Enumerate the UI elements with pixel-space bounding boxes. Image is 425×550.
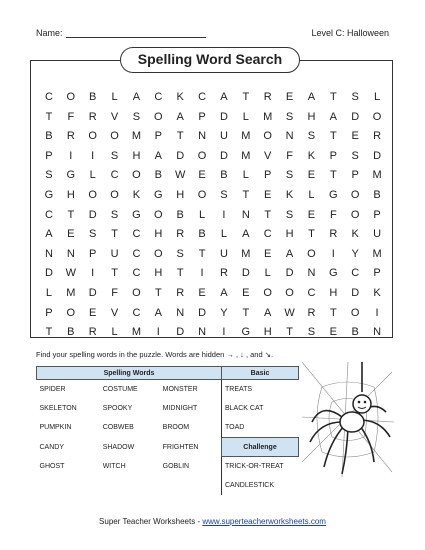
word-item: SHADOW: [102, 443, 135, 451]
grid-letter[interactable]: C: [132, 306, 141, 319]
grid-letter[interactable]: A: [154, 306, 162, 319]
grid-row: [38, 264, 388, 284]
page-title: Spelling Word Search: [120, 47, 300, 73]
footer-link[interactable]: www.superteacherworksheets.com: [202, 517, 326, 526]
grid-letter[interactable]: O: [110, 130, 119, 143]
word-item: TOAD: [222, 418, 299, 438]
grid-letter[interactable]: N: [198, 326, 207, 339]
grid-letter[interactable]: U: [219, 130, 228, 143]
grid-letter[interactable]: H: [285, 228, 294, 241]
grid-letter[interactable]: P: [89, 247, 97, 260]
word-item: BLACK CAT: [222, 399, 299, 418]
grid-letter[interactable]: V: [264, 149, 272, 162]
grid-letter[interactable]: F: [67, 110, 75, 123]
word-item: PUMPKIN: [39, 424, 72, 432]
grid-letter[interactable]: D: [219, 149, 228, 162]
grid-letter[interactable]: G: [154, 188, 163, 201]
grid-letter[interactable]: E: [198, 169, 206, 182]
grid-letter[interactable]: T: [176, 267, 184, 280]
grid-letter[interactable]: R: [88, 326, 97, 339]
grid-letter[interactable]: T: [176, 130, 184, 143]
grid-letter[interactable]: M: [66, 286, 76, 299]
grid-letter[interactable]: I: [222, 326, 226, 339]
grid-letter[interactable]: G: [132, 208, 141, 221]
grid-letter[interactable]: O: [285, 286, 294, 299]
grid-letter[interactable]: C: [110, 169, 119, 182]
grid-letter[interactable]: D: [44, 267, 53, 280]
name-blank[interactable]: [66, 29, 206, 38]
grid-letter[interactable]: N: [307, 267, 316, 280]
grid-letter[interactable]: L: [45, 286, 52, 299]
grid-letter[interactable]: Y: [220, 306, 228, 319]
grid-letter[interactable]: C: [44, 208, 53, 221]
grid-letter[interactable]: U: [373, 228, 382, 241]
grid-letter[interactable]: O: [154, 247, 163, 260]
grid-letter[interactable]: O: [350, 188, 360, 201]
name-field[interactable]: [36, 28, 206, 38]
grid-letter[interactable]: T: [242, 188, 250, 201]
grid-letter[interactable]: D: [285, 267, 294, 280]
grid-letter[interactable]: P: [373, 267, 381, 280]
footer-text: Super Teacher Worksheets -: [99, 517, 203, 526]
grid-letter[interactable]: H: [154, 267, 163, 280]
grid-letter[interactable]: T: [264, 208, 272, 221]
grid-letter[interactable]: H: [263, 326, 272, 339]
grid-letter[interactable]: M: [263, 110, 273, 123]
grid-letter[interactable]: M: [131, 130, 142, 143]
grid-letter[interactable]: A: [132, 91, 141, 103]
grid-letter[interactable]: O: [307, 247, 316, 260]
challenge-header: Challenge: [222, 438, 299, 457]
grid-letter[interactable]: I: [200, 267, 204, 280]
grid-letter[interactable]: R: [329, 228, 338, 241]
grid-letter[interactable]: G: [329, 267, 338, 280]
grid-letter[interactable]: P: [45, 149, 53, 162]
grid-letter[interactable]: C: [132, 267, 141, 280]
grid-row: [38, 166, 388, 186]
word-item: COSTUME: [102, 386, 138, 393]
grid-letter[interactable]: O: [154, 208, 163, 221]
letter-grid: [38, 88, 388, 343]
grid-letter[interactable]: P: [264, 169, 272, 182]
grid-letter[interactable]: N: [66, 247, 75, 260]
grid-letter[interactable]: D: [88, 208, 97, 221]
grid-letter[interactable]: L: [220, 228, 227, 241]
grid-letter[interactable]: H: [329, 286, 338, 299]
grid-letter[interactable]: A: [242, 228, 250, 241]
grid-letter[interactable]: U: [110, 247, 119, 260]
name-label: Name:: [36, 28, 63, 38]
grid-row: [38, 245, 388, 265]
grid-letter[interactable]: G: [44, 188, 54, 201]
grid-letter[interactable]: R: [66, 130, 75, 143]
grid-letter[interactable]: P: [198, 110, 206, 123]
grid-letter[interactable]: E: [67, 228, 75, 241]
grid-letter[interactable]: N: [44, 247, 53, 260]
grid-letter[interactable]: M: [372, 169, 382, 182]
grid-row: [38, 304, 388, 324]
grid-letter[interactable]: B: [67, 326, 75, 339]
grid-letter[interactable]: B: [373, 188, 381, 201]
grid-letter[interactable]: M: [131, 326, 142, 339]
grid-letter[interactable]: R: [263, 91, 272, 103]
grid-letter[interactable]: N: [176, 306, 185, 319]
grid-letter[interactable]: S: [176, 247, 184, 260]
grid-letter[interactable]: B: [89, 91, 97, 103]
grid-letter[interactable]: C: [307, 286, 316, 299]
grid-letter[interactable]: O: [197, 188, 207, 201]
grid-letter[interactable]: W: [174, 169, 186, 182]
grid-letter[interactable]: E: [198, 286, 206, 299]
grid-letter[interactable]: I: [331, 247, 335, 260]
grid-letter[interactable]: D: [219, 110, 228, 123]
word-item: MONSTER: [162, 386, 198, 393]
grid-letter[interactable]: M: [241, 149, 251, 162]
grid-letter[interactable]: E: [307, 169, 316, 182]
grid-letter[interactable]: O: [263, 130, 272, 143]
grid-row: [38, 284, 388, 304]
grid-letter[interactable]: L: [242, 110, 249, 123]
word-item: WITCH: [102, 462, 126, 470]
word-item: SKELETON: [39, 405, 77, 412]
grid-letter[interactable]: T: [45, 326, 53, 339]
grid-letter[interactable]: R: [307, 306, 316, 319]
word-item: BROOM: [162, 424, 190, 432]
grid-letter[interactable]: T: [308, 228, 315, 241]
grid-letter[interactable]: U: [219, 247, 228, 260]
grid-letter[interactable]: F: [286, 149, 293, 162]
grid-letter[interactable]: H: [307, 110, 316, 123]
grid-letter[interactable]: S: [110, 208, 119, 221]
word-item: CANDLESTICK: [222, 476, 299, 495]
word-item: TREATS: [222, 380, 299, 400]
grid-letter[interactable]: S: [45, 169, 53, 182]
grid-letter[interactable]: R: [176, 286, 185, 299]
grid-letter[interactable]: C: [132, 228, 141, 241]
grid-letter[interactable]: N: [285, 130, 294, 143]
grid-letter[interactable]: N: [373, 326, 382, 339]
grid-letter[interactable]: T: [329, 306, 337, 319]
grid-letter[interactable]: O: [197, 149, 207, 162]
grid-letter[interactable]: C: [44, 91, 53, 103]
grid-letter[interactable]: N: [241, 208, 250, 221]
grid-letter[interactable]: R: [373, 130, 382, 143]
basic-header: Basic: [222, 367, 299, 380]
spider-icon: [302, 362, 394, 480]
word-item: GHOST: [39, 462, 65, 470]
grid-letter[interactable]: T: [242, 306, 250, 319]
grid-letter[interactable]: K: [373, 286, 381, 299]
grid-letter[interactable]: I: [156, 326, 160, 339]
grid-letter[interactable]: Y: [351, 247, 359, 260]
grid-letter[interactable]: S: [307, 130, 316, 143]
grid-letter[interactable]: L: [111, 91, 118, 103]
grid-letter[interactable]: B: [198, 228, 206, 241]
grid-letter[interactable]: W: [284, 306, 295, 319]
level-label: Level C: Halloween: [311, 28, 389, 38]
grid-letter[interactable]: M: [372, 247, 382, 260]
grid-letter[interactable]: C: [198, 91, 207, 103]
grid-letter[interactable]: D: [241, 267, 250, 280]
grid-letter[interactable]: O: [88, 130, 97, 143]
grid-letter[interactable]: R: [219, 267, 228, 280]
grid-letter[interactable]: O: [372, 110, 382, 123]
grid-letter[interactable]: G: [329, 188, 338, 201]
grid-letter[interactable]: K: [351, 228, 359, 241]
grid-letter[interactable]: T: [329, 169, 337, 182]
grid-letter[interactable]: M: [241, 130, 251, 143]
grid-letter[interactable]: P: [154, 130, 162, 143]
word-item: SPIDER: [39, 386, 66, 393]
instructions: Find your spelling words in the puzzle. Words are hidden → , ↓ , and ↘.: [36, 350, 274, 359]
grid-letter[interactable]: K: [285, 188, 294, 201]
grid-letter[interactable]: E: [351, 130, 359, 143]
grid-row: [38, 225, 388, 245]
grid-letter[interactable]: A: [307, 91, 316, 103]
grid-letter[interactable]: A: [285, 247, 294, 260]
grid-letter[interactable]: V: [110, 110, 119, 123]
word-item: CANDY: [39, 443, 65, 451]
grid-letter[interactable]: I: [222, 208, 226, 221]
grid-letter[interactable]: L: [374, 91, 381, 103]
grid-letter[interactable]: I: [69, 149, 73, 162]
word-item: FRIGHTEN: [162, 443, 199, 451]
grid-letter[interactable]: T: [329, 130, 337, 143]
grid-letter[interactable]: S: [285, 208, 294, 221]
grid-letter[interactable]: D: [176, 326, 185, 339]
grid-letter[interactable]: I: [91, 149, 95, 162]
word-bank-table: [36, 366, 299, 495]
grid-letter[interactable]: F: [111, 286, 118, 299]
word-item: MIDNIGHT: [162, 405, 198, 412]
grid-letter[interactable]: I: [91, 267, 95, 280]
grid-letter[interactable]: E: [264, 188, 272, 201]
grid-letter[interactable]: S: [351, 91, 359, 103]
grid-letter[interactable]: T: [242, 91, 250, 103]
grid-letter[interactable]: S: [132, 110, 141, 123]
grid-letter[interactable]: S: [89, 228, 97, 241]
grid-letter[interactable]: T: [111, 228, 118, 241]
grid-row: [38, 127, 388, 147]
grid-letter[interactable]: L: [264, 267, 271, 280]
grid-row: [38, 108, 388, 128]
grid-letter[interactable]: E: [89, 306, 97, 319]
grid-letter[interactable]: O: [66, 306, 76, 319]
grid-letter[interactable]: O: [154, 110, 163, 123]
grid-letter[interactable]: C: [154, 91, 163, 103]
grid-row: [38, 147, 388, 167]
grid-letter[interactable]: K: [176, 91, 184, 103]
grid-letter[interactable]: A: [154, 149, 162, 162]
grid-letter[interactable]: E: [285, 91, 294, 103]
grid-letter[interactable]: O: [132, 169, 141, 182]
grid-letter[interactable]: B: [351, 326, 359, 339]
grid-letter[interactable]: H: [66, 188, 75, 201]
grid-letter[interactable]: B: [154, 169, 162, 182]
footer: [0, 517, 425, 526]
grid-letter[interactable]: H: [176, 188, 185, 201]
grid-letter[interactable]: B: [176, 208, 184, 221]
grid-letter[interactable]: W: [65, 267, 76, 280]
grid-letter[interactable]: P: [329, 149, 337, 162]
grid-letter[interactable]: C: [351, 267, 360, 280]
grid-letter[interactable]: E: [307, 208, 316, 221]
grid-letter[interactable]: T: [329, 91, 337, 103]
grid-letter[interactable]: T: [67, 208, 75, 221]
grid-letter[interactable]: K: [132, 188, 141, 201]
grid-letter[interactable]: L: [89, 169, 96, 182]
grid-letter[interactable]: O: [132, 286, 141, 299]
grid-row: [38, 323, 388, 343]
grid-letter[interactable]: D: [198, 306, 207, 319]
word-item: COBWEB: [102, 424, 134, 432]
grid-letter[interactable]: A: [329, 110, 337, 123]
grid-letter[interactable]: O: [66, 91, 76, 103]
grid-letter[interactable]: S: [307, 326, 316, 339]
grid-letter[interactable]: T: [45, 110, 53, 123]
grid-letter[interactable]: L: [242, 169, 249, 182]
grid-letter[interactable]: T: [111, 267, 118, 280]
grid-letter[interactable]: R: [88, 110, 97, 123]
grid-letter[interactable]: H: [132, 149, 141, 162]
grid-row: [38, 88, 388, 108]
grid-letter[interactable]: N: [198, 130, 207, 143]
grid-letter[interactable]: O: [350, 306, 360, 319]
grid-letter[interactable]: D: [176, 149, 185, 162]
word-item: TRICK-OR-TREAT: [222, 457, 299, 477]
grid-letter[interactable]: P: [351, 169, 359, 182]
grid-letter[interactable]: D: [88, 286, 97, 299]
grid-letter[interactable]: R: [176, 228, 185, 241]
grid-letter[interactable]: O: [110, 188, 119, 201]
grid-letter[interactable]: A: [220, 286, 228, 299]
grid-letter[interactable]: C: [132, 247, 141, 260]
grid-letter[interactable]: E: [329, 326, 337, 339]
grid-letter[interactable]: D: [351, 286, 360, 299]
grid-letter[interactable]: S: [220, 188, 228, 201]
grid-letter[interactable]: D: [373, 149, 382, 162]
grid-letter[interactable]: A: [220, 91, 228, 103]
grid-letter[interactable]: A: [176, 110, 184, 123]
grid-letter[interactable]: S: [351, 149, 359, 162]
grid-row: [38, 186, 388, 206]
grid-letter[interactable]: H: [154, 228, 163, 241]
grid-letter[interactable]: E: [264, 247, 272, 260]
grid-letter[interactable]: O: [263, 286, 272, 299]
grid-letter[interactable]: E: [242, 286, 250, 299]
word-item: SPOOKY: [102, 405, 133, 412]
grid-letter[interactable]: B: [45, 130, 53, 143]
grid-letter[interactable]: A: [264, 306, 272, 319]
grid-letter[interactable]: T: [198, 247, 206, 260]
grid-letter[interactable]: O: [350, 208, 360, 221]
grid-letter[interactable]: S: [285, 110, 294, 123]
grid-letter[interactable]: G: [66, 169, 76, 182]
grid-letter[interactable]: I: [375, 306, 379, 319]
grid-letter[interactable]: O: [88, 188, 97, 201]
grid-letter[interactable]: B: [220, 169, 228, 182]
grid-letter[interactable]: F: [329, 208, 337, 221]
grid-letter[interactable]: K: [307, 149, 316, 162]
grid-letter[interactable]: D: [351, 110, 360, 123]
spelling-words-header: Spelling Words: [37, 367, 222, 380]
grid-letter[interactable]: L: [308, 188, 315, 201]
grid-letter[interactable]: C: [263, 228, 272, 241]
grid-letter[interactable]: P: [373, 208, 381, 221]
grid-letter[interactable]: T: [286, 326, 293, 339]
grid-letter[interactable]: A: [45, 228, 53, 241]
grid-letter[interactable]: L: [111, 326, 118, 339]
grid-letter[interactable]: S: [285, 169, 294, 182]
grid-letter[interactable]: G: [241, 326, 251, 339]
grid-letter[interactable]: P: [45, 306, 53, 319]
grid-letter[interactable]: S: [110, 149, 119, 162]
grid-letter[interactable]: M: [241, 247, 251, 260]
grid-row: [38, 206, 388, 226]
grid-letter[interactable]: T: [154, 286, 162, 299]
grid-letter[interactable]: V: [110, 306, 119, 319]
word-item: GOBLIN: [162, 462, 190, 470]
grid-letter[interactable]: L: [199, 208, 206, 221]
